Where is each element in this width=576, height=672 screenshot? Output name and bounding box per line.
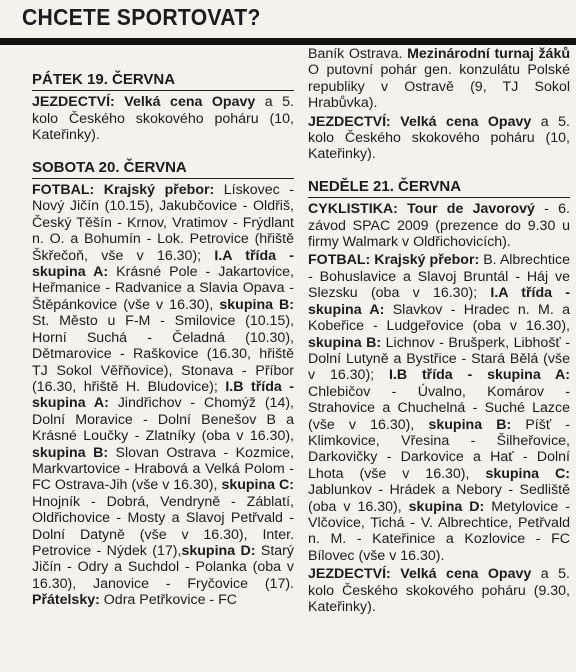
- event-label: skupina C:: [221, 477, 295, 494]
- title-divider: [0, 38, 576, 45]
- right-column: [308, 46, 570, 672]
- event-label: I.A třída - skupina A:: [308, 285, 570, 318]
- event-label: Mezinárodní turnaj žáků: [407, 46, 570, 62]
- event-label: skupina C:: [485, 465, 570, 482]
- event-text: St. Město u F-M - Smilovice (10.15), Horní Suchá - Čeladná (10.30), Dětmarovice - Raškovice (16.30, hřiště TJ Sokol Věřňovice), Stonava - Příbor (16.30, hřiště H. Bludovice);: [32, 313, 294, 395]
- event-text: Chlebičov - Úvalno, Komárov - Strahovice a Chuchelná - Suché Lazce (vše v 16.30),: [308, 383, 570, 433]
- event-text: B. Albrechtice - Bohuslavice a Slavoj Bruntál - Háj ve Slezsku (oba v 16.30);: [308, 252, 570, 302]
- event-paragraph: [32, 94, 294, 143]
- event-text: Baník Ostrava.: [308, 46, 408, 62]
- event-paragraph: [308, 566, 570, 615]
- day-heading: PÁTEK 19. ČERVNA: [32, 52, 294, 91]
- event-label: skupina B:: [308, 334, 382, 351]
- event-label: FOTBAL: Krajský přebor:: [32, 182, 215, 199]
- event-text: a 5. kolo Českého skokového poháru (9.30, Kateřinky).: [308, 566, 570, 615]
- day-heading: NEDĚLE 21. ČERVNA: [308, 165, 570, 198]
- event-text: Jablunkov - Hrádek a Nebory - Sedliště (oba v 16.30),: [308, 482, 570, 515]
- event-label: I.A třída - skupina A:: [32, 247, 294, 281]
- event-text: O putovní pohár gen. konzulátu Polské republiky v Ostravě (9, TJ Sokol Hrabůvka).: [308, 62, 570, 112]
- event-label: skupina D:: [408, 498, 485, 515]
- event-text: Odra Petřkovice - FC: [99, 592, 238, 609]
- event-label: Přátelsky:: [32, 592, 100, 609]
- event-label: skupina B:: [32, 444, 109, 461]
- event-text: Lichnov - Brušperk, Libhošť - Dolní Lutyně a Bystřice - Stará Bělá (vše v 16.30);: [308, 334, 570, 384]
- event-paragraph: [308, 46, 570, 112]
- event-label: I.B třída - skupina A:: [32, 378, 294, 412]
- event-text: Krásné Pole - Jakartovice, Heřmanice - Radvanice a Slavia Opava - Štěpánkovice (vše v 16.30),: [32, 264, 294, 313]
- event-label: JEZDECTVÍ: Velká cena Opavy: [32, 94, 256, 111]
- event-label: skupina B:: [219, 296, 295, 313]
- day-heading: SOBOTA 20. ČERVNA: [32, 146, 294, 179]
- event-text: Slavkov - Hradec n. M. a Kobeřice - Ludgeřovice (oba v 16.30),: [308, 301, 570, 335]
- event-text: Píšť - Klimkovice, Vřesina - Šilheřovice, Darkovičky - Darkovice a Hať - Dolní Lhota (vše v 16.30),: [308, 416, 570, 482]
- event-label: JEZDECTVÍ: Velká cena Opavy: [308, 113, 532, 130]
- event-text: Slovan Ostrava - Kozmice, Markvartovice - Hrabová a Velká Polom - FC Ostrava-Jih (vše v 16.30),: [32, 444, 294, 494]
- event-text: Jindřichov - Chomýž (14), Dolní Moravice - Dolní Benešov B a Krásné Loučky - Zlatníky (oba v 16.30),: [32, 395, 294, 445]
- event-text: a 5. kolo Českého skokového poháru (10, Kateřinky).: [32, 94, 294, 144]
- event-label: I.B třída - skupina A:: [388, 367, 571, 384]
- event-text: Lískovec - Nový Jičín (10.15), Jakubčovice - Oldřiš, Český Těšín - Krnov, Vratimov - Frýdlant n. O. a Bohumín - Lok. Petrovice (hřiště Škřečoň, vše v 16.30);: [32, 182, 294, 264]
- event-paragraph: [308, 114, 570, 163]
- event-paragraph: [308, 201, 570, 250]
- event-label: FOTBAL: Krajský přebor:: [308, 252, 480, 269]
- event-text: Metylovice - Vlčovice, Tichá - V. Albrechtice, Petřvald n. M. - Kateřinice a Kozlovice - FC Bílovec (vše v 16.30).: [308, 498, 571, 564]
- event-label: skupina D:: [181, 542, 256, 559]
- event-paragraph: [32, 182, 294, 609]
- event-text: Starý Jičín - Odry a Suchdol - Polanka (oba v 16.30), Janovice - Fryčovice (17).: [32, 542, 295, 592]
- page-title: CHCETE SPORTOVAT?: [22, 4, 261, 30]
- event-label: JEZDECTVÍ: Velká cena Opavy: [308, 566, 532, 583]
- event-text: Hnojník - Dobrá, Vendryně - Záblatí, Oldřichovice - Mosty a Slavoj Petřvald - Dolní Datyně (vše v 16.30), Inter. Petrovice - Nýdek (17),: [32, 493, 294, 559]
- event-text: - 6. závod SPAC 2009 (prezence do 9.30 u firmy Walmark v Oldřichovicích).: [308, 201, 570, 251]
- left-column: [32, 52, 294, 672]
- event-paragraph: [308, 252, 570, 564]
- event-text: a 5. kolo Českého skokového poháru (10, Kateřinky).: [308, 113, 570, 163]
- event-label: skupina B:: [428, 416, 512, 433]
- event-label: CYKLISTIKA: Tour de Javorový: [308, 201, 535, 218]
